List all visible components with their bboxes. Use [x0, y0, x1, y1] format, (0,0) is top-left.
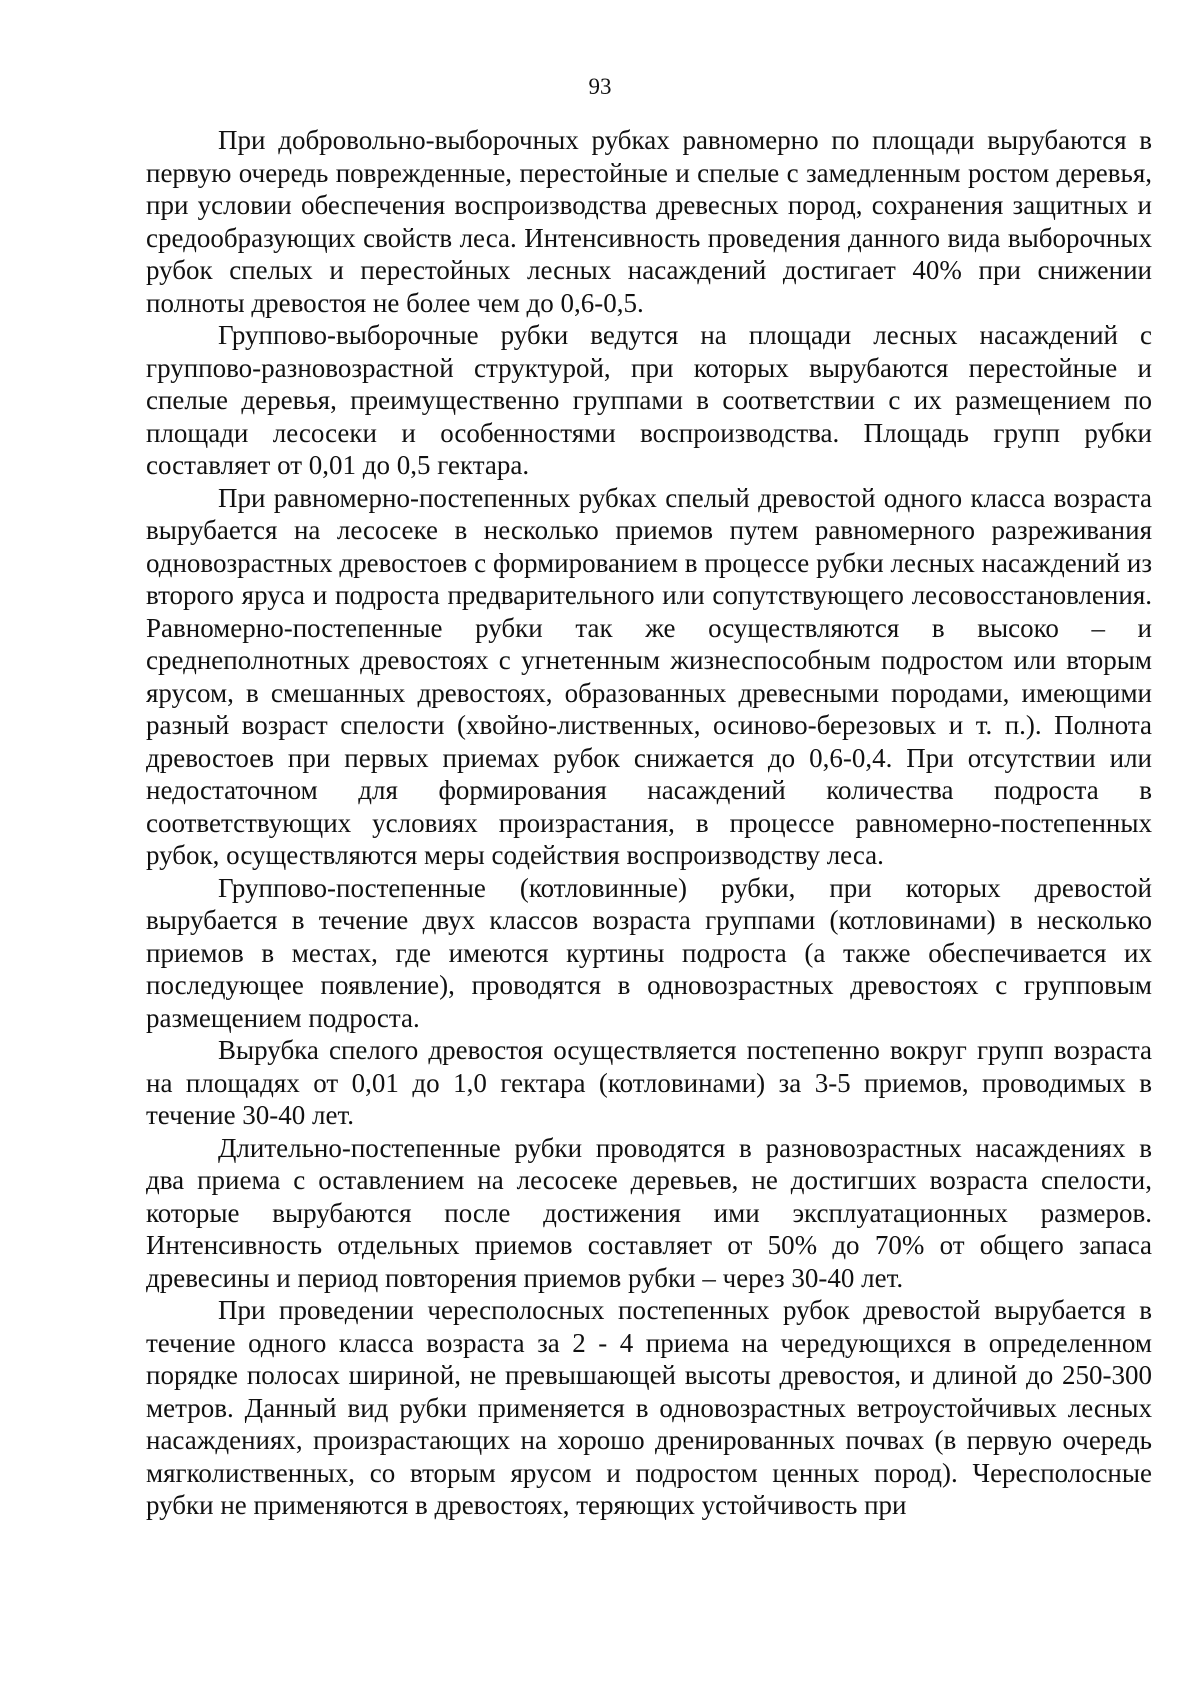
paragraph-5: Вырубка спелого древостоя осуществляется постепенно вокруг групп возраста на площадях от 0,01 до 1,0 гектара (котловинами) за 3-5 приемов, проводимых в течение 30-40 лет. — [146, 1035, 1152, 1130]
paragraph-4: Группово-постепенные (котловинные) рубки, при которых древостой вырубается в течение двух классов возраста группами (котловинами) в несколько приемов в местах, где имеются куртины подроста (а также обеспечивается их последующее появление), проводятся в одновозрастных древостоях с групповым размещением подроста. — [146, 872, 1152, 1033]
paragraph-7: При проведении чересполосных постепенных рубок древостой вырубается в течение одного класса возраста за 2 - 4 приема на чередующихся в определенном порядке полосах шириной, не превышающей высоты древостоя, и длиной до 250-300 метров. Данный вид рубки применяется в одновозрастных ветроустойчивых лесных насаждениях, произрастающих на хорошо дренированных почвах (в первую очередь мягколиственных, со вторым ярусом и подростом ценных пород). Чересполосные рубки не применяются в древостоях, теряющих устойчивость при — [146, 1295, 1152, 1520]
page-number: 93 — [588, 74, 612, 99]
paragraph-1: При добровольно-выборочных рубках равномерно по площади вырубаются в первую очередь поврежденные, перестойные и спелые с замедленным ростом деревья, при условии обеспечения воспроизводства древесных пород, сохранения защитных и средообразующих свойств леса. Интенсивность проведения данного вида выборочных рубок спелых и перестойных лесных насаждений достигает 40% при снижении полноты древостоя не более чем до 0,6-0,5. — [146, 125, 1152, 318]
paragraph-2: Группово-выборочные рубки ведутся на площади лесных насаждений с группово-разновозрастной структурой, при которых вырубаются перестойные и спелые деревья, преимущественно группами в соответствии с их размещением по площади лесосеки и особенностями воспроизводства. Площадь групп рубки составляет от 0,01 до 0,5 гектара. — [146, 320, 1152, 480]
document-body — [146, 124, 1152, 1522]
paragraph-3: При равномерно-постепенных рубках спелый древостой одного класса возраста вырубается на лесосеке в несколько приемов путем равномерного разреживания одновозрастных древостоев с формированием в процессе рубки лесных насаждений из второго яруса и подроста предварительного или сопутствующего лесовосстановления. Равномерно-постепенные рубки так же осуществляются в высоко – и среднеполнотных древостоях с угнетенным жизнеспособным подростом или вторым ярусом, в смешанных древостоях, образованных древесными породами, имеющими разный возраст спелости (хвойно-лиственных, осиново-березовых и т. п.). Полнота древостоев при первых приемах рубок снижается до 0,6-0,4. При отсутствии или недостаточном для формирования насаждений количества подроста в соответствующих условиях произрастания, в процессе равномерно-постепенных рубок, осуществляются меры содействия воспроизводству леса. — [146, 482, 1152, 870]
paragraph-6: Длительно-постепенные рубки проводятся в разновозрастных насаждениях в два приема с оставлением на лесосеке деревьев, не достигших возраста спелости, которые вырубаются после достижения ими эксплуатационных размеров. Интенсивность отдельных приемов составляет от 50% до 70% от общего запаса древесины и период повторения приемов рубки – через 30-40 лет. — [146, 1132, 1152, 1293]
